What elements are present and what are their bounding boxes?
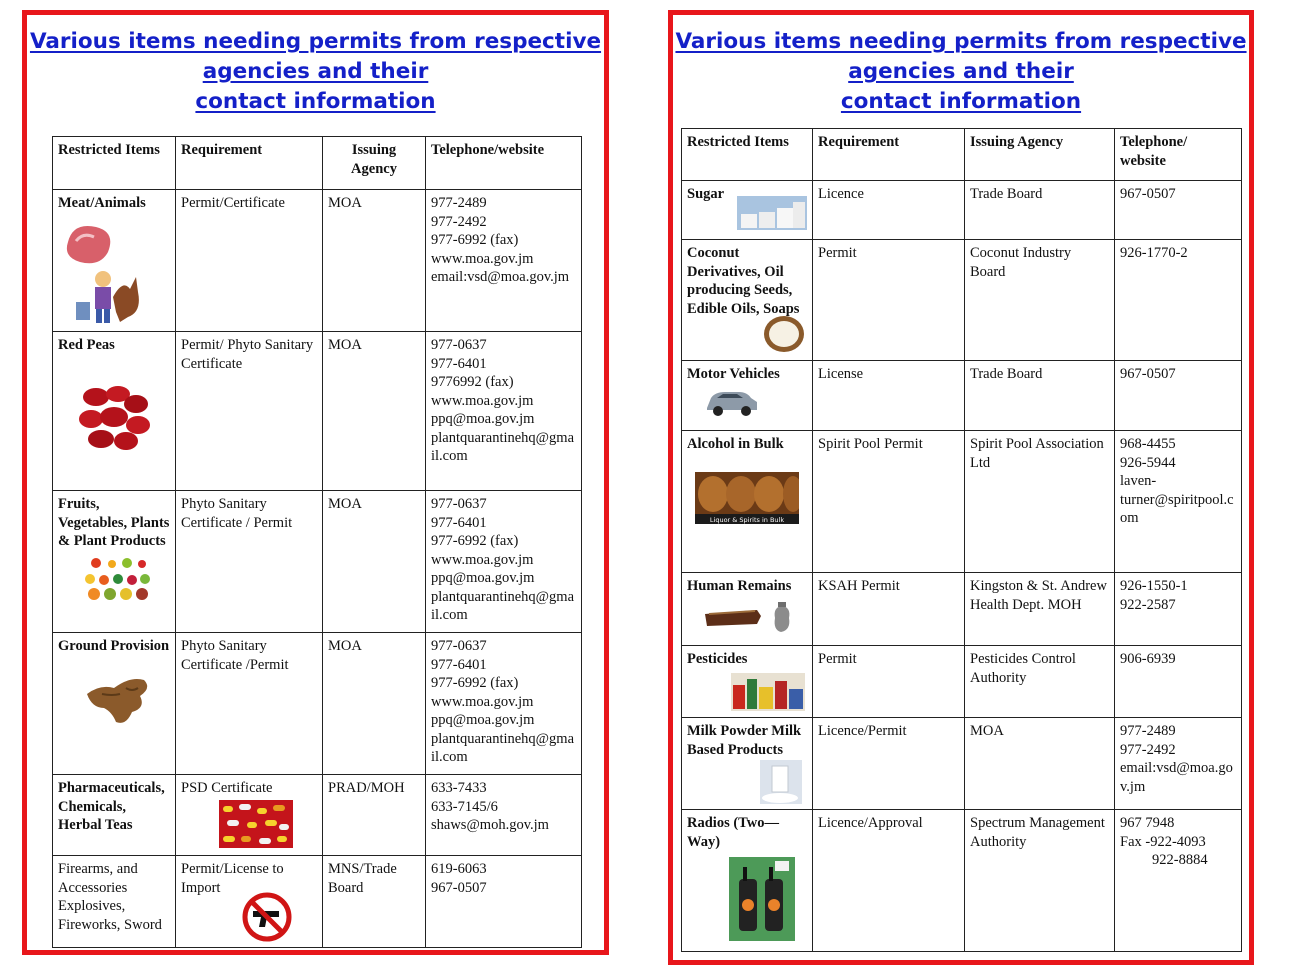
- contact-cell: 977-2489 977-2492 email:vsd@moa.gov.jm: [1115, 718, 1242, 810]
- agency-cell: Spirit Pool Association Ltd: [965, 431, 1115, 573]
- table-header-row: [53, 137, 582, 190]
- sugar-bags-icon: [737, 196, 807, 230]
- red-peas-icon: [76, 379, 156, 459]
- milk-powder-icon: [760, 760, 802, 804]
- header-issuing-agency: Issuing Agency: [323, 137, 426, 190]
- table-row: [53, 856, 582, 948]
- agency-cell: MOA: [965, 718, 1115, 810]
- restricted-item: Milk Powder Milk Based Products: [687, 723, 802, 758]
- contact-cell: 967-0507: [1115, 361, 1242, 431]
- contact-cell: 977-0637 977-6401 977-6992 (fax) www.moa.gov.jm ppq@moa.gov.jm plantquarantinehq@gmail.com: [426, 633, 582, 775]
- restricted-item: Firearms, and Accessories Explosives, Fireworks, Sword: [58, 861, 162, 933]
- table-row: [53, 491, 582, 633]
- agency-cell: MOA: [323, 491, 426, 633]
- agency-cell: PRAD/MOH: [323, 775, 426, 856]
- permits-panel-right: [668, 10, 1254, 965]
- coconut-icon: [760, 312, 806, 354]
- contact-cell: 977-0637 977-6401 9776992 (fax) www.moa.gov.jm ppq@moa.gov.jm plantquarantinehq@gmail.com: [426, 332, 582, 491]
- header-restricted-items: Restricted Items: [682, 129, 813, 181]
- agency-cell: MOA: [323, 190, 426, 332]
- restricted-item: Red Peas: [58, 337, 115, 353]
- no-gun-icon: [241, 891, 293, 943]
- contact-cell: 926-1770-2: [1115, 240, 1242, 361]
- contact-cell: 967 7948 Fax -922-4093 922-8884: [1115, 810, 1242, 952]
- contact-cell: 977-2489 977-2492 977-6992 (fax) www.moa.gov.jm email:vsd@moa.gov.jm: [426, 190, 582, 332]
- contact-cell: 906-6939: [1115, 646, 1242, 718]
- permits-table-right: [681, 128, 1242, 952]
- contact-cell: 967-0507: [1115, 181, 1242, 240]
- restricted-item: Pharmaceuticals, Chemicals, Herbal Teas: [58, 780, 165, 833]
- table-row: [682, 181, 1242, 240]
- table-row: [682, 646, 1242, 718]
- table-row: [682, 718, 1242, 810]
- requirement-cell: Permit/Certificate: [176, 190, 323, 332]
- two-way-radio-icon: [729, 857, 795, 941]
- restricted-item: Coconut Derivatives, Oil producing Seeds, Edible Oils, Soaps: [687, 245, 800, 317]
- contact-cell: 977-0637 977-6401 977-6992 (fax) www.moa.gov.jm ppq@moa.gov.jm plantquarantinehq@gmail.com: [426, 491, 582, 633]
- casket-urn-icon: [701, 600, 797, 634]
- agency-cell: Coconut Industry Board: [965, 240, 1115, 361]
- table-header-row: [682, 129, 1242, 181]
- permits-panel-left: [22, 10, 609, 955]
- agency-cell: Trade Board: [965, 181, 1115, 240]
- panel-title: Various items needing permits from respective agencies and their contact information: [675, 29, 1247, 114]
- panel-title: Various items needing permits from respective agencies and their contact information: [29, 29, 602, 114]
- table-row: [682, 361, 1242, 431]
- requirement-cell: Permit: [813, 240, 965, 361]
- table-row: [682, 810, 1242, 952]
- table-row: [682, 240, 1242, 361]
- table-row: [53, 332, 582, 491]
- contact-cell: 633-7433 633-7145/6 shaws@moh.gov.jm: [426, 775, 582, 856]
- produce-icon: [82, 555, 152, 601]
- agency-cell: Trade Board: [965, 361, 1115, 431]
- restricted-item: Human Remains: [687, 578, 792, 594]
- requirement-cell: Spirit Pool Permit: [813, 431, 965, 573]
- restricted-item: Radios (Two— Way): [687, 815, 779, 850]
- requirement-cell: Phyto Sanitary Certificate / Permit: [176, 491, 323, 633]
- requirement-cell: Licence/Approval: [813, 810, 965, 952]
- ginger-root-icon: [82, 672, 152, 732]
- table-row: [53, 775, 582, 856]
- contact-cell: 619-6063 967-0507: [426, 856, 582, 948]
- agency-cell: Spectrum Management Authority: [965, 810, 1115, 952]
- header-restricted-items: Restricted Items: [53, 137, 176, 190]
- restricted-item: Meat/Animals: [58, 195, 146, 211]
- header-requirement: Requirement: [176, 137, 323, 190]
- restricted-item: Pesticides: [687, 651, 748, 667]
- agency-cell: Pesticides Control Authority: [965, 646, 1115, 718]
- header-issuing-agency: Issuing Agency: [965, 129, 1115, 181]
- agency-cell: MOA: [323, 332, 426, 491]
- agency-cell: MNS/Trade Board: [323, 856, 426, 948]
- agency-cell: Kingston & St. Andrew Health Dept. MOH: [965, 573, 1115, 646]
- requirement-cell: PSD Certificate: [181, 780, 273, 796]
- requirement-cell: License: [813, 361, 965, 431]
- restricted-item: Fruits, Vegetables, Plants & Plant Products: [58, 496, 170, 549]
- restricted-item: Alcohol in Bulk: [687, 436, 784, 452]
- restricted-item: Sugar: [687, 186, 725, 202]
- header-telephone-website: Telephone/ website: [1115, 129, 1242, 181]
- table-row: [682, 573, 1242, 646]
- contact-cell: 968-4455 926-5944 laven-turner@spiritpool.com: [1115, 431, 1242, 573]
- requirement-cell: Licence/Permit: [813, 718, 965, 810]
- pills-icon: [219, 800, 293, 848]
- header-requirement: Requirement: [813, 129, 965, 181]
- requirement-cell: KSAH Permit: [813, 573, 965, 646]
- barrels-caption: Liquor & Spirits in Bulk: [709, 515, 785, 524]
- car-icon: [703, 388, 761, 418]
- pesticide-products-icon: [731, 673, 805, 711]
- requirement-cell: Permit/ Phyto Sanitary Certificate: [176, 332, 323, 491]
- requirement-cell: Permit: [813, 646, 965, 718]
- meat-animals-icon: [58, 217, 148, 327]
- permits-table-left: [52, 136, 582, 948]
- contact-cell: 926-1550-1 922-2587: [1115, 573, 1242, 646]
- requirement-cell: Phyto Sanitary Certificate /Permit: [176, 633, 323, 775]
- table-row: [53, 633, 582, 775]
- header-telephone-website: Telephone/website: [426, 137, 582, 190]
- table-row: [53, 190, 582, 332]
- table-row: [682, 431, 1242, 573]
- requirement-cell: Permit/License to Import: [181, 861, 284, 896]
- restricted-item: Ground Provision: [58, 638, 170, 654]
- barrels-icon: [695, 472, 799, 524]
- requirement-cell: Licence: [813, 181, 965, 240]
- restricted-item: Motor Vehicles: [687, 366, 780, 382]
- agency-cell: MOA: [323, 633, 426, 775]
